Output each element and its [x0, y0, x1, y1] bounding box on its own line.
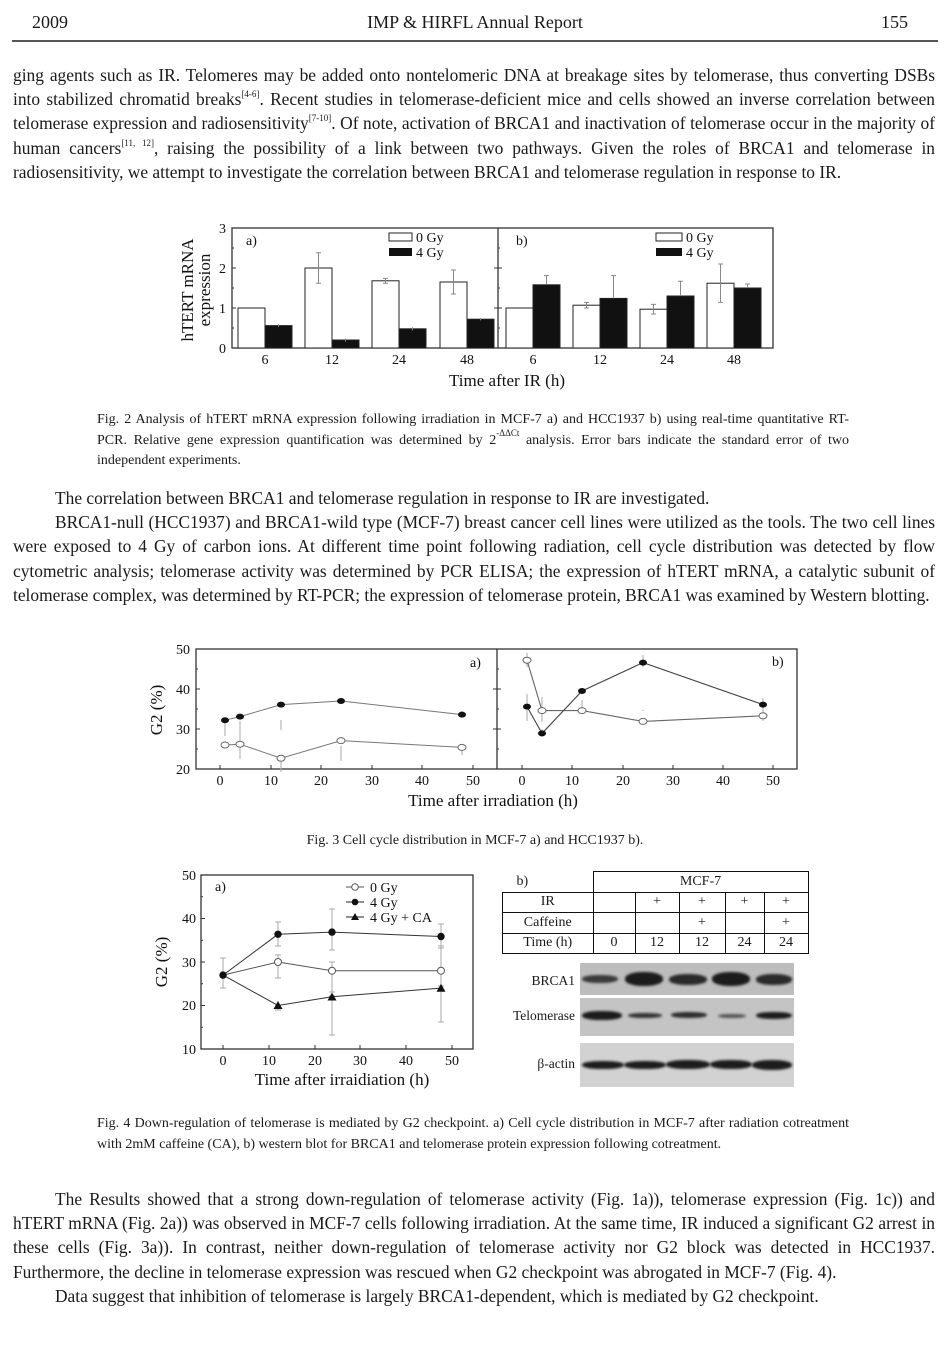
table-cell: 12: [679, 933, 725, 954]
x-axis-label: Time after irraidiation (h): [254, 1070, 430, 1089]
figure-4-caption: Fig. 4 Down-regulation of telomerase is mediated by G2 checkpoint. a) Cell cycle distribution in MCF-7 after radiation cotreatment with 2mM caffeine (CA), b) western blot for BRCA1 and telomerase protein expression following cotreatment.: [97, 1116, 849, 1152]
xtick: 24: [392, 353, 406, 368]
ytick: 3: [219, 222, 226, 237]
panel-label: a): [470, 656, 481, 671]
y-axis-label: G2 (%): [152, 936, 171, 988]
panel-label: b): [772, 655, 784, 670]
table-cell: [725, 913, 764, 934]
blot-conditions-table: [502, 871, 809, 954]
xtick: 20: [616, 774, 630, 789]
ytick: 40: [176, 683, 190, 698]
superscript: -ΔΔCt: [496, 427, 520, 438]
ytick: 0: [219, 342, 226, 357]
table-cell: [593, 892, 635, 913]
legend-label: 4 Gy: [686, 246, 714, 261]
table-cell: +: [725, 892, 764, 913]
table-cell: +: [635, 892, 679, 913]
legend-label: 4 Gy: [370, 896, 398, 911]
xtick: 40: [415, 774, 429, 789]
blot-image-beta-actin: [580, 1043, 794, 1087]
text: , raising the possibility of a link between two pathways. Given the roles of BRCA1 and telomerase in radiosensitivity, we attempt to investigate the correlation between BRCA1 and telomerase regulation in response to IR.: [13, 137, 935, 182]
xtick: 0: [219, 1054, 227, 1069]
xtick: 20: [314, 774, 328, 789]
xtick: 24: [660, 353, 674, 368]
text: . Recent studies in telomerase-deficient mice and cells showed an inverse correlation between telomerase expression and radiosensitivity: [13, 89, 935, 134]
ytick: 30: [182, 956, 196, 971]
table-cell: [593, 913, 635, 934]
ytick: 2: [219, 262, 226, 277]
xtick: 0: [216, 774, 224, 789]
figure-4a-chart: [0, 860, 500, 1100]
citation: [4-6]: [241, 89, 260, 100]
y-axis-label: G2 (%): [147, 684, 166, 736]
ytick: 10: [182, 1043, 196, 1058]
row-label: Time (h): [503, 933, 594, 954]
figure-3-caption: Fig. 3 Cell cycle distribution in MCF-7 a) and HCC1937 b).: [306, 833, 644, 848]
table-cell: +: [679, 892, 725, 913]
legend-label: 4 Gy: [416, 246, 444, 261]
cell-line-header: MCF-7: [593, 872, 808, 893]
panel-label: a): [215, 880, 226, 895]
table-cell: 24: [725, 933, 764, 954]
xtick: 10: [264, 774, 278, 789]
blot-label-telomerase: Telomerase: [512, 1008, 575, 1023]
text: Data suggest that inhibition of telomerase is largely BRCA1-dependent, which is mediated by G2 checkpoint.: [55, 1285, 819, 1306]
ytick: 50: [176, 643, 190, 658]
fig4a-legend: [346, 881, 433, 926]
x-axis-label: Time after IR (h): [449, 371, 565, 390]
xtick: 50: [766, 774, 780, 789]
xtick: 50: [466, 774, 480, 789]
legend-label: 0 Gy: [686, 231, 714, 246]
text: BRCA1-null (HCC1937) and BRCA1-wild type (MCF-7) breast cancer cell lines were utilized as the tools. The two cell lines were exposed to 4 Gy of carbon ions. At different time point following radiation, cell cycle distribution was detected by flow cytometric analysis; telomerase activity was determined by PCR ELISA; the expression of hTERT mRNA, a catalytic subunit of telomerase complex, was determined by RT-PCR; the expression of telomerase protein, BRCA1 was examined by Western blotting.: [13, 512, 935, 605]
y-axis-label: expression: [195, 253, 214, 327]
ytick: 30: [176, 723, 190, 738]
text: The Results showed that a strong down-regulation of telomerase activity (Fig. 1a)), telomerase expression (Fig. 1c)) and hTERT mRNA (Fig. 2a)) was observed in MCF-7 cells following irradiation. At the same time, IR induced a significant G2 arrest in these cells (Fig. 3a)). In contrast, neither down-regulation of telomerase activity nor G2 block was detected in HCC1937. Furthermore, the decline in telomerase expression was rescued when G2 checkpoint was abrogated in MCF-7 (Fig. 4).: [13, 1189, 935, 1282]
blot-image-telomerase: [580, 998, 794, 1036]
text: ging agents such as IR. Telomeres may be added onto nontelomeric DNA at breakage sites by telomerase, thus converting DSBs into stabilized chromatid breaks: [13, 65, 935, 110]
legend-label: 4 Gy + CA: [370, 911, 432, 926]
x-axis-label: Time after irradiation (h): [408, 791, 578, 810]
citation: [7-10]: [308, 113, 332, 124]
xtick: 6: [529, 353, 537, 368]
panel-label: b): [516, 234, 528, 249]
table-cell: [635, 913, 679, 934]
xtick: 6: [261, 353, 269, 368]
legend-label: 0 Gy: [370, 881, 398, 896]
table-cell: 0: [593, 933, 635, 954]
text: The correlation between BRCA1 and telomerase regulation in response to IR are investigated.: [55, 488, 710, 508]
xtick: 50: [445, 1054, 459, 1069]
y-axis-label: hTERT mRNA: [178, 238, 197, 342]
xtick: 10: [565, 774, 579, 789]
panel-label: a): [246, 234, 257, 249]
xtick: 30: [353, 1054, 367, 1069]
ytick: 40: [182, 912, 196, 927]
blot-image-brca1: [580, 963, 794, 995]
row-label: Caffeine: [503, 913, 594, 934]
text: Fig. 2 Analysis of hTERT mRNA expression following irradiation in MCF-7 a) and HCC1937 b) using real-time quantitative RT-PCR. Relative gene expression quantification was determined by 2: [97, 412, 849, 448]
xtick: 30: [365, 774, 379, 789]
table-cell: +: [764, 913, 808, 934]
text: analysis. Error bars indicate the standard error of two independent experiments.: [97, 432, 849, 468]
table-cell: 12: [635, 933, 679, 954]
ytick: 50: [182, 869, 196, 884]
text: . Of note, activation of BRCA1 and inactivation of telomerase occur in the majority of human cancers: [13, 113, 935, 158]
xtick: 12: [325, 353, 339, 368]
table-cell: +: [679, 913, 725, 934]
row-label: IR: [503, 892, 594, 913]
header-year: 2009: [32, 12, 68, 32]
blot-label-brca1: BRCA1: [531, 973, 575, 988]
ytick: 20: [176, 763, 190, 778]
table-cell: 24: [764, 933, 808, 954]
legend-label: 0 Gy: [416, 231, 444, 246]
ytick: 20: [182, 999, 196, 1014]
xtick: 20: [308, 1054, 322, 1069]
xtick: 48: [460, 353, 474, 368]
paragraph-results: [13, 1187, 935, 1308]
header-title: IMP & HIRFL Annual Report: [367, 12, 583, 32]
xtick: 12: [593, 353, 607, 368]
page-number: 155: [881, 12, 908, 32]
xtick: 10: [262, 1054, 276, 1069]
xtick: 48: [727, 353, 741, 368]
xtick: 0: [518, 774, 526, 789]
ytick: 1: [219, 302, 226, 317]
blot-label-beta-actin: β-actin: [537, 1056, 575, 1071]
panel-label: b): [516, 873, 529, 889]
citation: [11, 12]: [121, 137, 154, 148]
xtick: 40: [399, 1054, 413, 1069]
xtick: 30: [666, 774, 680, 789]
table-cell: +: [764, 892, 808, 913]
xtick: 40: [716, 774, 730, 789]
